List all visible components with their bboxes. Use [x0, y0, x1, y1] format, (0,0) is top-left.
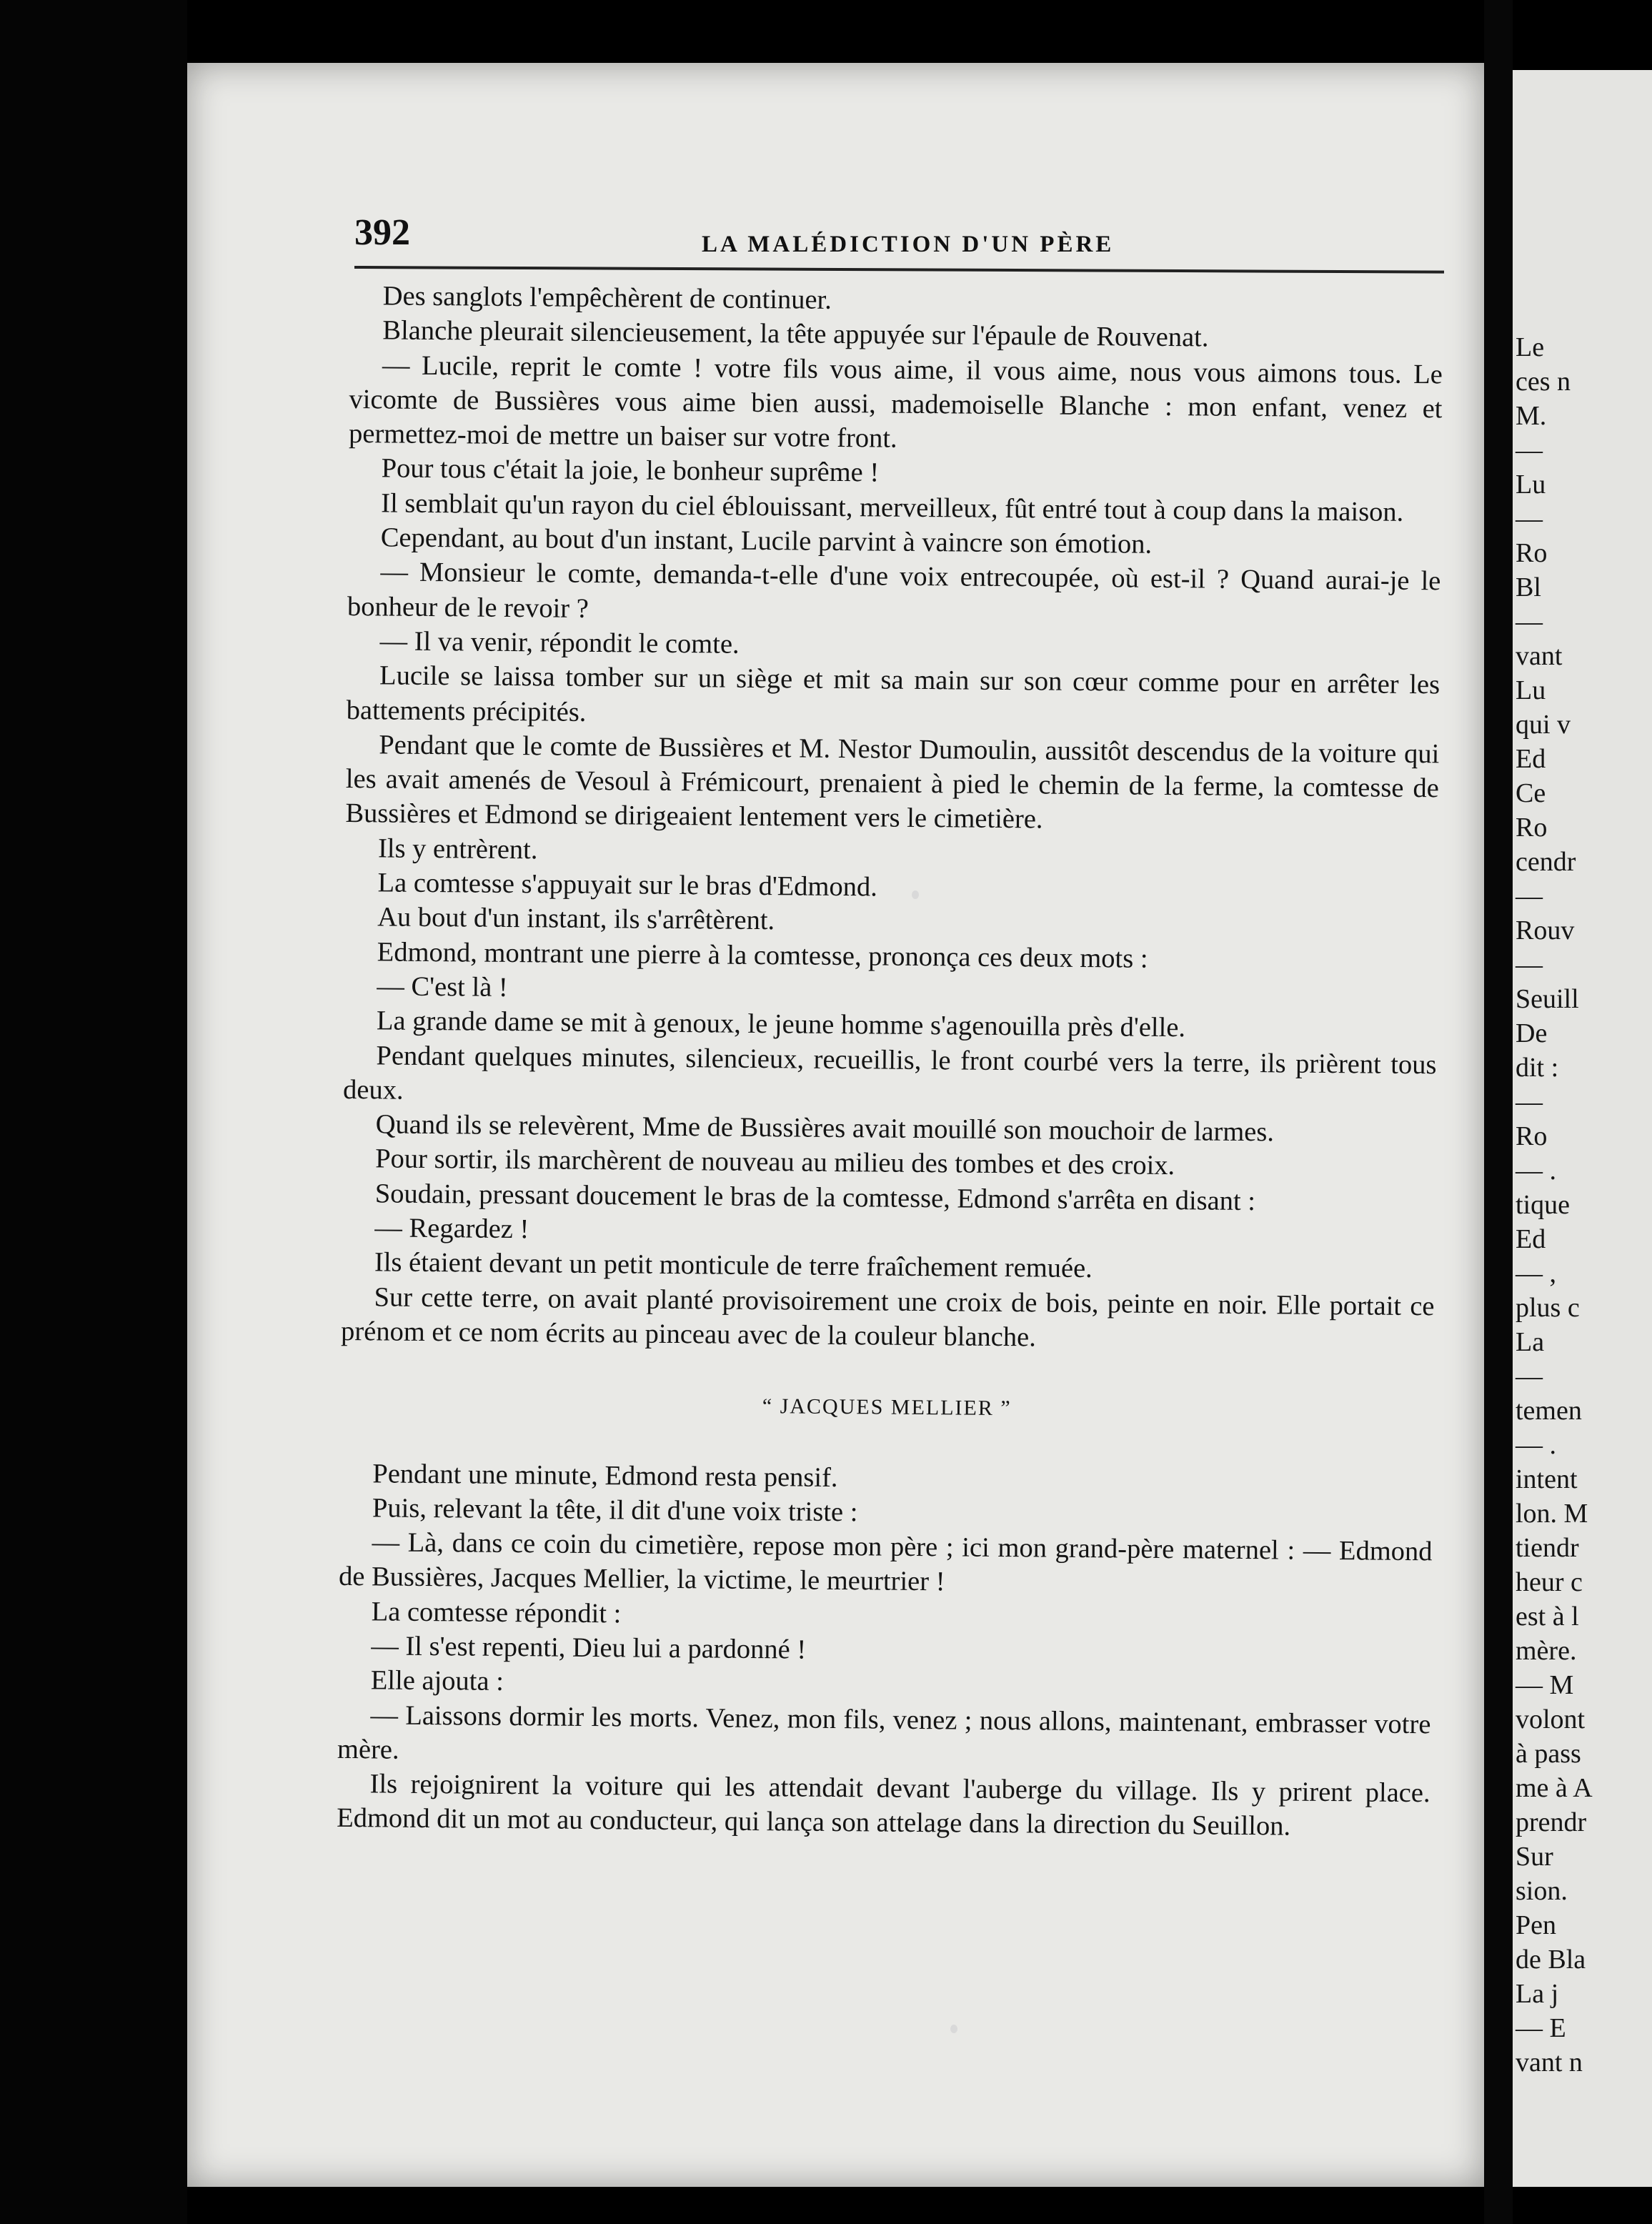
adjacent-page-line: vant n [1516, 2047, 1583, 2077]
adjacent-page-line: De [1516, 1018, 1548, 1048]
adjacent-page-line: La j [1516, 1979, 1559, 2009]
dust-speck [912, 890, 919, 899]
paragraph: Ils rejoignirent la voiture qui les attendait devant l'auberge du village. Ils y prirent place. Edmond dit un mot au conducteur, qui lança son attelage dans la direction du Seuillon. [337, 1769, 1430, 1842]
adjacent-page-line: Seuill [1516, 984, 1579, 1014]
adjacent-page-line: cendr [1516, 847, 1576, 877]
paragraph: — Monsieur le comte, demanda-t-elle d'une voix entrecoupée, où est-il ? Quand aurai-je le bonheur de le revoir ? [347, 557, 1441, 624]
adjacent-page-line: de Bla [1516, 1945, 1586, 1975]
adjacent-page-line: mère. [1516, 1636, 1577, 1666]
adjacent-page-line: Lu [1516, 470, 1546, 500]
adjacent-page-line: Le [1516, 332, 1545, 362]
paragraph: — Là, dans ce coin du cimetière, repose mon père ; ici mon grand-père maternel : — Edmond de Bussières, Jacques Mellier, la victime, le meurtrier ! [338, 1527, 1433, 1597]
adjacent-page-line: sion. [1516, 1876, 1568, 1906]
paragraph: Soudain, pressant doucement le bras de la comtesse, Edmond s'arrêta en disant : [374, 1178, 1256, 1216]
paragraph: — Regardez ! [374, 1213, 529, 1245]
adjacent-page-line: — [1516, 435, 1543, 465]
adjacent-page-line: me à A [1516, 1773, 1593, 1803]
book-gutter [1484, 0, 1513, 2224]
paragraph: Quand ils se relevèrent, Mme de Bussières avait mouillé son mouchoir de larmes. [375, 1109, 1275, 1148]
adjacent-page-line: qui v [1516, 710, 1571, 740]
adjacent-page-line: Rouv [1516, 915, 1575, 945]
paragraph: Au bout d'un instant, ils s'arrêtèrent. [377, 902, 775, 936]
book-page [187, 63, 1484, 2187]
adjacent-page-line: temen [1516, 1396, 1582, 1426]
paragraph: Lucile se laissa tomber sur un siège et mit sa main sur son cœur comme pour en arrêter les battements précipités. [346, 660, 1440, 728]
adjacent-page-line: plus c [1516, 1293, 1580, 1323]
paragraph: Pour tous c'était la joie, le bonheur suprême ! [381, 453, 880, 488]
adjacent-page-line: Bl [1516, 572, 1541, 602]
adjacent-page-line: Ed [1516, 744, 1546, 774]
paragraph: Pendant que le comte de Bussières et M. Nestor Dumoulin, aussitôt descendus de la voiture qui les avait amenés de Vesoul à Frémicourt, prenaient à pied le chemin de la ferme, la comtesse de Bussières et Edmond se dirigeaient lentement vers le cimetière. [345, 730, 1440, 835]
paragraph: — Il va venir, répondit le comte. [379, 626, 740, 660]
adjacent-page-line: — [1516, 1087, 1543, 1117]
paragraph: — Laissons dormir les morts. Venez, mon fils, venez ; nous allons, maintenant, embrasser votre mère. [337, 1699, 1431, 1765]
adjacent-page-line: heur c [1516, 1567, 1583, 1597]
paragraph: Pour sortir, ils marchèrent de nouveau au milieu des tombes et des croix. [375, 1143, 1175, 1181]
adjacent-page-line: lon. M [1516, 1499, 1588, 1529]
adjacent-page-line: — [1516, 1361, 1543, 1391]
adjacent-page-line: — . [1516, 1156, 1556, 1186]
paragraph: Puis, relevant la tête, il dit d'une voix triste : [372, 1493, 858, 1528]
paragraph: Pendant une minute, Edmond resta pensif. [372, 1458, 838, 1493]
paragraph: Elle ajouta : [370, 1665, 504, 1697]
adjacent-page-line: — . [1516, 1430, 1556, 1460]
dust-speck [950, 2025, 957, 2033]
adjacent-page-line: — [1516, 881, 1543, 911]
adjacent-page-line: Ro [1516, 813, 1548, 843]
adjacent-page-line: — , [1516, 1259, 1556, 1289]
adjacent-page-line: volont [1516, 1704, 1586, 1734]
paragraph: La comtesse répondit : [371, 1597, 622, 1629]
adjacent-page-line: à pass [1516, 1739, 1581, 1769]
inscription-heading: “ JACQUES MELLIER ” [762, 1394, 1012, 1421]
page-number: 392 [354, 212, 410, 253]
scan-border-left [0, 0, 187, 2224]
paragraph: Ils y entrèrent. [377, 833, 538, 865]
adjacent-page-line: Ce [1516, 778, 1546, 808]
adjacent-page-line: — [1516, 504, 1543, 534]
paragraph: Pendant quelques minutes, silencieux, recueillis, le front courbé vers la terre, ils prièrent tous deux. [342, 1040, 1437, 1106]
adjacent-page-line: prendr [1516, 1807, 1587, 1837]
adjacent-page [1513, 70, 1652, 2187]
paragraph: Ils étaient devant un petit monticule de terre fraîchement remuée. [374, 1247, 1093, 1284]
adjacent-page-line: intent [1516, 1464, 1578, 1494]
adjacent-page-line: Pen [1516, 1910, 1556, 1940]
adjacent-page-line: La [1516, 1327, 1545, 1357]
page-body [337, 279, 1443, 1845]
adjacent-page-line: dit : [1516, 1053, 1559, 1083]
adjacent-page-line: — M [1516, 1670, 1574, 1700]
paragraph: Des sanglots l'empêchèrent de continuer. [382, 281, 832, 315]
adjacent-page-line: tiendr [1516, 1533, 1579, 1563]
adjacent-page-line: — [1516, 950, 1543, 980]
paragraph: — Lucile, reprit le comte ! votre fils vous aime, il vous aime, nous vous aimons tous. Le vicomte de Bussières vous aime bien aussi, mademoiselle Blanche : mon enfant, venez et permettez-moi de mettre un baiser sur votre front. [348, 349, 1443, 454]
paragraph: Blanche pleurait silencieusement, la tête appuyée sur l'épaule de Rouvenat. [382, 315, 1209, 353]
paragraph: Edmond, montrant une pierre à la comtesse, prononça ces deux mots : [377, 937, 1148, 974]
paragraph: La grande dame se mit à genoux, le jeune homme s'agenouilla près d'elle. [376, 1006, 1186, 1043]
header-rule [354, 266, 1444, 274]
running-head: LA MALÉDICTION D'UN PÈRE [702, 232, 1115, 257]
paragraph: — Il s'est repenti, Dieu lui a pardonné ! [371, 1631, 807, 1665]
paragraph: — C'est là ! [377, 971, 508, 1003]
adjacent-page-line: — E [1516, 2013, 1566, 2043]
adjacent-page-line: Ro [1516, 538, 1548, 568]
paragraph: Il semblait qu'un rayon du ciel éblouissant, merveilleux, fût entré tout à coup dans la maison. [381, 488, 1404, 527]
adjacent-page-line: M. [1516, 401, 1547, 431]
adjacent-page-line: — [1516, 607, 1543, 637]
adjacent-page-line: Ed [1516, 1224, 1546, 1254]
paragraph: Cependant, au bout d'un instant, Lucile parvint à vaincre son émotion. [380, 522, 1153, 560]
paragraph: La comtesse s'appuyait sur le bras d'Edmond. [377, 868, 878, 903]
adjacent-page-line: ces n [1516, 367, 1571, 397]
adjacent-page-line: tique [1516, 1190, 1570, 1220]
paragraph: Sur cette terre, on avait planté provisoirement une croix de bois, peinte en noir. Elle portait ce prénom et ce nom écrits au pinceau avec de la couleur blanche. [340, 1281, 1435, 1353]
adjacent-page-line: Ro [1516, 1121, 1548, 1151]
adjacent-page-line: Lu [1516, 675, 1546, 705]
adjacent-page-line: Sur [1516, 1842, 1553, 1872]
adjacent-page-line: est à l [1516, 1602, 1579, 1632]
adjacent-page-line: vant [1516, 641, 1563, 671]
